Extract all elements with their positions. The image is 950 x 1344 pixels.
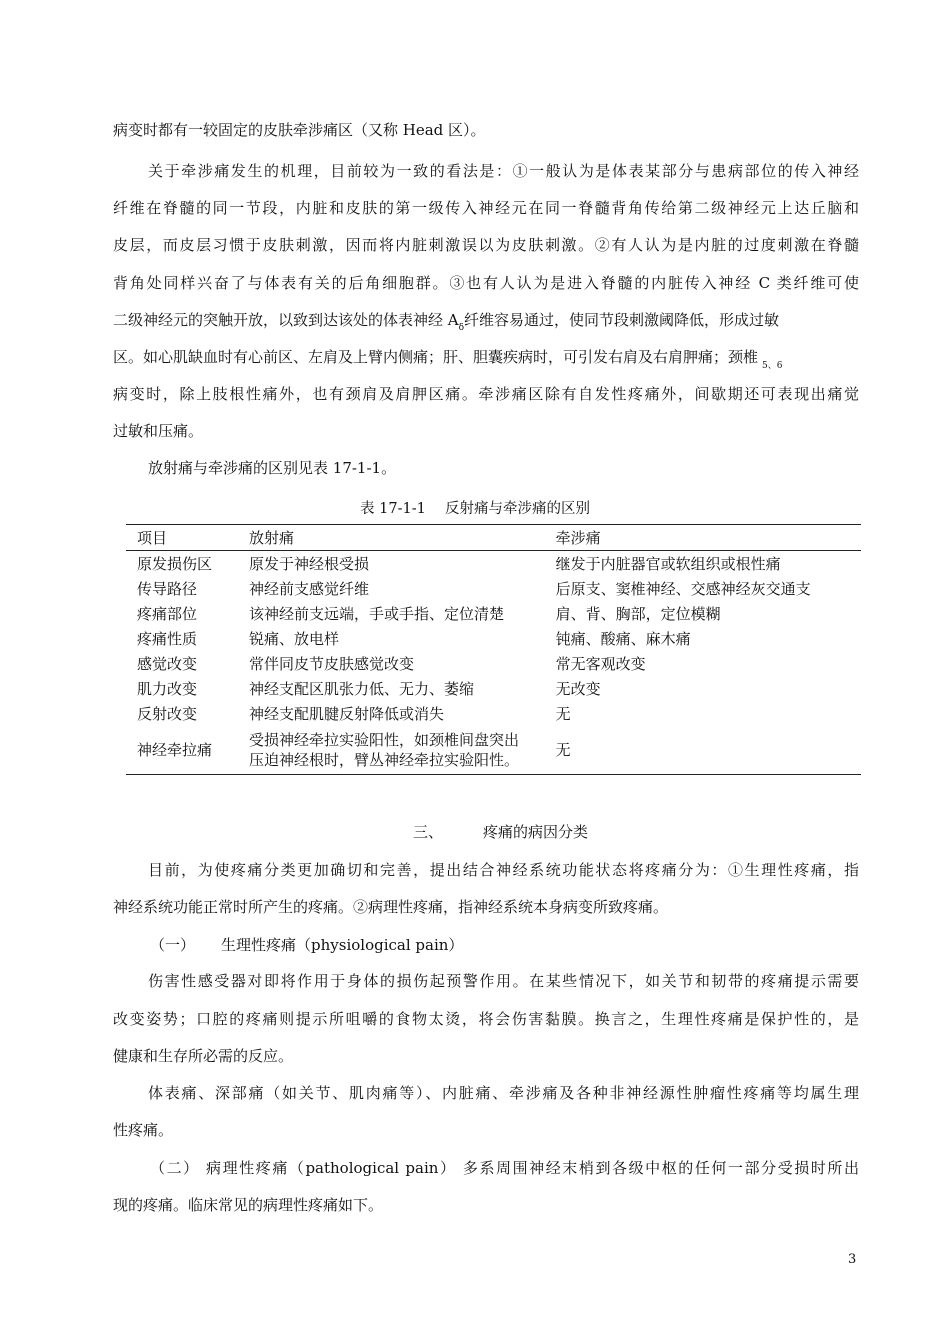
text-segment: 区。如心肌缺血时有心前区、左肩及上臂内侧痛；肝、胆囊疾病时，可引发右肩及右肩胛痛；颈椎: [113, 348, 759, 366]
table-row: [126, 626, 861, 651]
table-cell: 后原支、窦椎神经、交感神经灰交通支: [555, 579, 811, 598]
paragraph-line: [113, 347, 859, 376]
paragraph-line: [113, 310, 859, 338]
paragraph-line: 神经系统功能正常时所产生的疼痛。②病理性疼痛，指神经系统本身病变所致疼痛。: [113, 898, 669, 916]
table-cell: 传导路径: [137, 579, 198, 598]
table-header-cell: 项目: [137, 528, 168, 547]
text-segment: 多系周围神经末梢到各级中枢的任何一部分受损时所出: [462, 1159, 859, 1177]
table-cell: 疼痛部位: [137, 604, 198, 623]
table-cell: 无改变: [555, 679, 601, 698]
subsection-title: 病理性疼痛（pathological pain）: [206, 1159, 457, 1177]
table-cell: 继发于内脏器官或软组织或根性痛: [555, 554, 781, 573]
table-row: [126, 676, 861, 701]
table-cell: 神经支配肌腱反射降低或消失: [248, 704, 444, 723]
table-cell: 反射改变: [137, 704, 198, 723]
subsection-title: 生理性疼痛（physiological pain）: [221, 936, 464, 954]
table-row: [126, 601, 861, 626]
table-cell: 常伴同皮节皮肤感觉改变: [248, 654, 414, 673]
paragraph-line: 放射痛与牵涉痛的区别见表 17-1-1。: [148, 459, 397, 477]
table-cell: 原发于神经根受损: [248, 554, 369, 573]
paragraph-line: 过敏和压痛。: [113, 422, 204, 440]
paragraph-line: 皮层，而皮层习惯于皮肤刺激，因而将内脏刺激误以为皮肤刺激。②有人认为是内脏的过度刺激在脊髓: [113, 236, 859, 254]
table-cell: 钝痛、酸痛、麻木痛: [555, 629, 691, 648]
table-cell: 锐痛、放电样: [248, 629, 339, 648]
text-segment: 纤维容易通过，使同节段刺激阈降低，形成过敏: [464, 311, 780, 329]
table-cell: 原发损伤区: [137, 554, 213, 573]
subscript: δ: [458, 323, 465, 333]
section-number: 三、: [413, 823, 444, 841]
table-caption: 表 17-1-1 反射痛与牵涉痛的区别: [360, 501, 590, 517]
paragraph-line: 目前，为使疼痛分类更加确切和完善，提出结合神经系统功能状态将疼痛分为：①生理性疼痛，指: [148, 861, 859, 879]
paragraph-line: 病变时都有一较固定的皮肤牵涉痛区（又称 Head 区）。: [113, 121, 486, 139]
table-header-cell: 放射痛: [248, 528, 294, 547]
subsection-number: （二）: [150, 1159, 200, 1177]
table-cell: 神经前支感觉纤维: [248, 579, 369, 598]
paragraph-line: 关于牵涉痛发生的机理，目前较为一致的看法是：①一般认为是体表某部分与患病部位的传入神经: [148, 162, 859, 180]
table-cell: 神经支配区肌张力低、无力、萎缩: [248, 679, 474, 698]
paragraph-line: 伤害性感受器对即将作用于身体的损伤起预警作用。在某些情况下，如关节和韧带的疼痛提示需要: [148, 972, 859, 990]
page-number: 3: [848, 1252, 857, 1267]
table-cell: 该神经前支远端，手或手指、定位清楚: [248, 604, 504, 623]
section-heading: [413, 821, 588, 842]
table-cell: 无: [555, 741, 571, 759]
paragraph-line: 健康和生存所必需的反应。: [113, 1047, 294, 1065]
paragraph-line: 改变姿势；口腔的疼痛则提示所咀嚼的食物太烫，将会伤害黏膜。换言之，生理性疼痛是保护性的，是: [113, 1010, 859, 1028]
table-row: [126, 576, 861, 601]
table-row: [126, 551, 861, 577]
subscript: 5、6: [762, 361, 783, 371]
comparison-table: [126, 524, 861, 775]
paragraph-line: 现的疼痛。临床常见的病理性疼痛如下。: [113, 1196, 384, 1214]
table-cell: 感觉改变: [137, 654, 198, 673]
paragraph-line: 体表痛、深部痛（如关节、肌肉痛等）、内脏痛、牵涉痛及各种非神经源性肿瘤性疼痛等均属生理: [148, 1084, 859, 1102]
paragraph-line: 病变时，除上肢根性痛外，也有颈肩及肩胛区痛。牵涉痛区除有自发性疼痛外，间歇期还可表现出痛觉: [113, 385, 859, 403]
subsection-heading: [150, 934, 463, 955]
table-cell: 神经牵拉痛: [137, 741, 213, 759]
subsection-number: （一）: [150, 936, 196, 954]
paragraph-line: 性疼痛。: [113, 1121, 174, 1139]
table-row: [126, 701, 861, 726]
text-segment: 二级神经元的突触开放，以致到达该处的体表神经 A: [113, 311, 459, 329]
table-row: [126, 726, 861, 775]
subsection-heading-line: [150, 1158, 859, 1178]
paragraph-line: 背角处同样兴奋了与体表有关的后角细胞群。③也有人认为是进入脊髓的内脏传入神经 C 类纤维可使: [113, 274, 859, 292]
table-cell: 疼痛性质: [137, 629, 198, 648]
table-cell: 肌力改变: [137, 679, 198, 698]
cell-line: 压迫神经根时，臂丛神经牵拉实验阳性。: [248, 751, 519, 769]
cell-line: 受损神经牵拉实验阳性，如颈椎间盘突出: [248, 731, 519, 749]
table-row: [126, 651, 861, 676]
table-cell-multiline: [238, 726, 545, 775]
table-cell: 常无客观改变: [555, 654, 646, 673]
table-header-row: [126, 525, 861, 551]
table-cell: 无: [555, 704, 571, 723]
table-cell: 肩、背、胸部，定位模糊: [555, 604, 721, 623]
section-title: 疼痛的病因分类: [483, 823, 589, 841]
table-header-cell: 牵涉痛: [555, 528, 601, 547]
paragraph-line: 纤维在脊髓的同一节段，内脏和皮肤的第一级传入神经元在同一脊髓背角传给第二级神经元上达丘脑和: [113, 199, 859, 217]
